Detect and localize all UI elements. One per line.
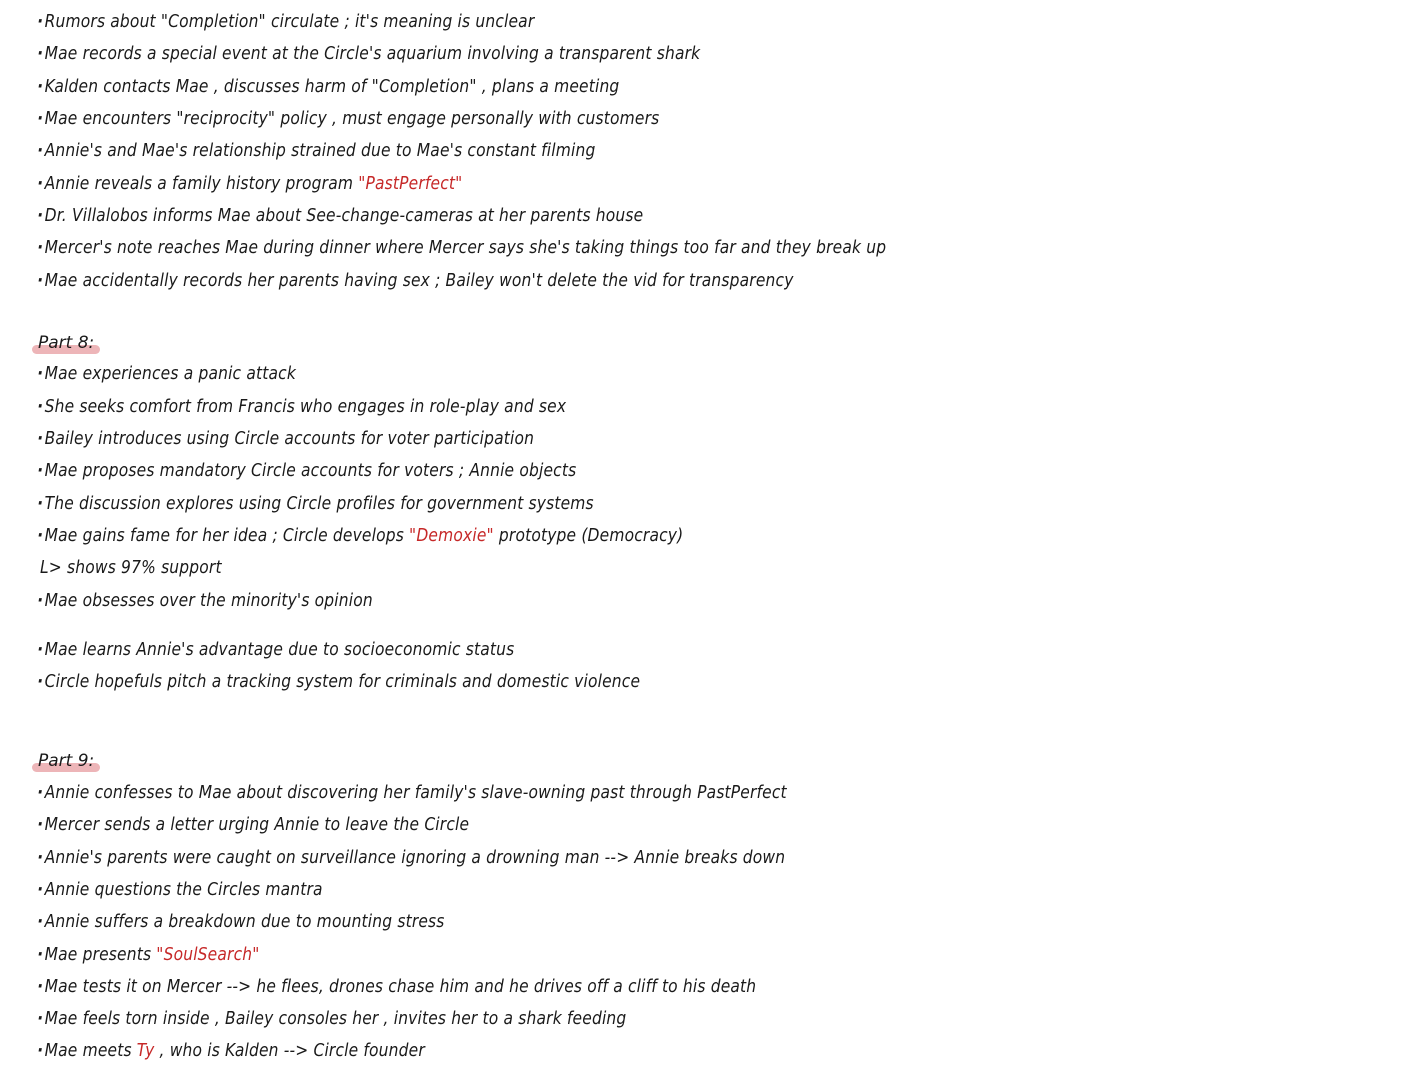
bullet-icon: ·	[37, 11, 44, 32]
bullet-icon: ·	[37, 525, 44, 546]
list-item: ·Annie questions the Circles mantra	[36, 875, 323, 905]
bullet-icon: ·	[37, 911, 44, 932]
bullet-icon: ·	[37, 205, 44, 226]
bullet-icon: ·	[37, 944, 44, 965]
list-item: ·Mae records a special event at the Circle's aquarium involving a transparent shark	[36, 39, 700, 69]
bullet-icon: ·	[37, 43, 44, 64]
bullet-icon: ·	[37, 270, 44, 291]
bullet-icon: ·	[37, 639, 44, 660]
list-item: ·Mae learns Annie's advantage due to socioeconomic status	[36, 635, 514, 665]
highlight-term: "SoulSearch"	[156, 944, 260, 965]
list-item: ·Kalden contacts Mae , discusses harm of "Completion" , plans a meeting	[36, 72, 619, 102]
list-item: ·Annie suffers a breakdown due to mounting stress	[36, 907, 445, 937]
list-item: ·Mae tests it on Mercer --> he flees, drones chase him and he drives off a cliff to his death	[36, 972, 756, 1002]
bullet-icon: ·	[37, 1040, 44, 1061]
list-item: ·Annie's and Mae's relationship strained due to Mae's constant filming	[36, 136, 595, 166]
bullet-icon: ·	[37, 396, 44, 417]
list-item: ·Annie confesses to Mae about discovering her family's slave-owning past through PastPerfect	[36, 778, 787, 808]
bullet-icon: ·	[37, 671, 44, 692]
list-item: ·Dr. Villalobos informs Mae about See-change-cameras at her parents house	[36, 201, 643, 231]
list-item: ·She seeks comfort from Francis who engages in role-play and sex	[36, 392, 566, 422]
bullet-icon: ·	[37, 428, 44, 449]
highlight-term: Ty	[136, 1040, 155, 1061]
list-item: ·Mae feels torn inside , Bailey consoles her , invites her to a shark feeding	[36, 1004, 626, 1034]
list-item: ·Mae proposes mandatory Circle accounts for voters ; Annie objects	[36, 456, 576, 486]
section-heading: Part 8:	[38, 333, 95, 353]
list-item: ·Annie's parents were caught on surveillance ignoring a drowning man --> Annie breaks down	[36, 843, 785, 873]
list-item: ·Mae obsesses over the minority's opinion	[36, 586, 373, 616]
bullet-icon: ·	[37, 460, 44, 481]
bullet-icon: ·	[37, 493, 44, 514]
bullet-icon: ·	[37, 879, 44, 900]
list-item: ·Mae encounters "reciprocity" policy , must engage personally with customers	[36, 104, 659, 134]
list-item: ·Mae accidentally records her parents having sex ; Bailey won't delete the vid for transparency	[36, 266, 794, 296]
list-item: ·Bailey introduces using Circle accounts for voter participation	[36, 424, 534, 454]
bullet-icon: ·	[37, 976, 44, 997]
bullet-icon: ·	[37, 814, 44, 835]
bullet-icon: ·	[37, 108, 44, 129]
list-item: ·Mercer sends a letter urging Annie to leave the Circle	[36, 810, 469, 840]
list-item: ·Mae experiences a panic attack	[36, 359, 296, 389]
bullet-icon: ·	[37, 237, 44, 258]
list-item: ·Mercer's note reaches Mae during dinner where Mercer says she's taking things too far and they break up	[36, 233, 886, 263]
list-item: ·Mae gains fame for her idea ; Circle develops "Demoxie" prototype (Democracy)	[36, 521, 683, 551]
list-item: ·Annie reveals a family history program "PastPerfect"	[36, 169, 462, 199]
list-item: ·The discussion explores using Circle profiles for government systems	[36, 489, 594, 519]
bullet-icon: ·	[37, 847, 44, 868]
bullet-icon: ·	[37, 140, 44, 161]
bullet-icon: ·	[37, 173, 44, 194]
list-item: ·Mae meets Ty , who is Kalden --> Circle founder	[36, 1036, 425, 1066]
bullet-icon: ·	[37, 363, 44, 384]
highlight-term: "PastPerfect"	[358, 173, 463, 194]
bullet-icon: ·	[37, 782, 44, 803]
bullet-icon: ·	[37, 590, 44, 611]
section-heading: Part 9:	[38, 751, 95, 771]
list-item-sub: L> shows 97% support	[40, 557, 222, 578]
bullet-icon: ·	[37, 1008, 44, 1029]
highlight-term: "Demoxie"	[409, 525, 494, 546]
list-item: ·Mae presents "SoulSearch"	[36, 940, 260, 970]
list-item: ·Rumors about "Completion" circulate ; it's meaning is unclear	[36, 7, 534, 37]
bullet-icon: ·	[37, 76, 44, 97]
list-item: ·Circle hopefuls pitch a tracking system for criminals and domestic violence	[36, 667, 640, 697]
